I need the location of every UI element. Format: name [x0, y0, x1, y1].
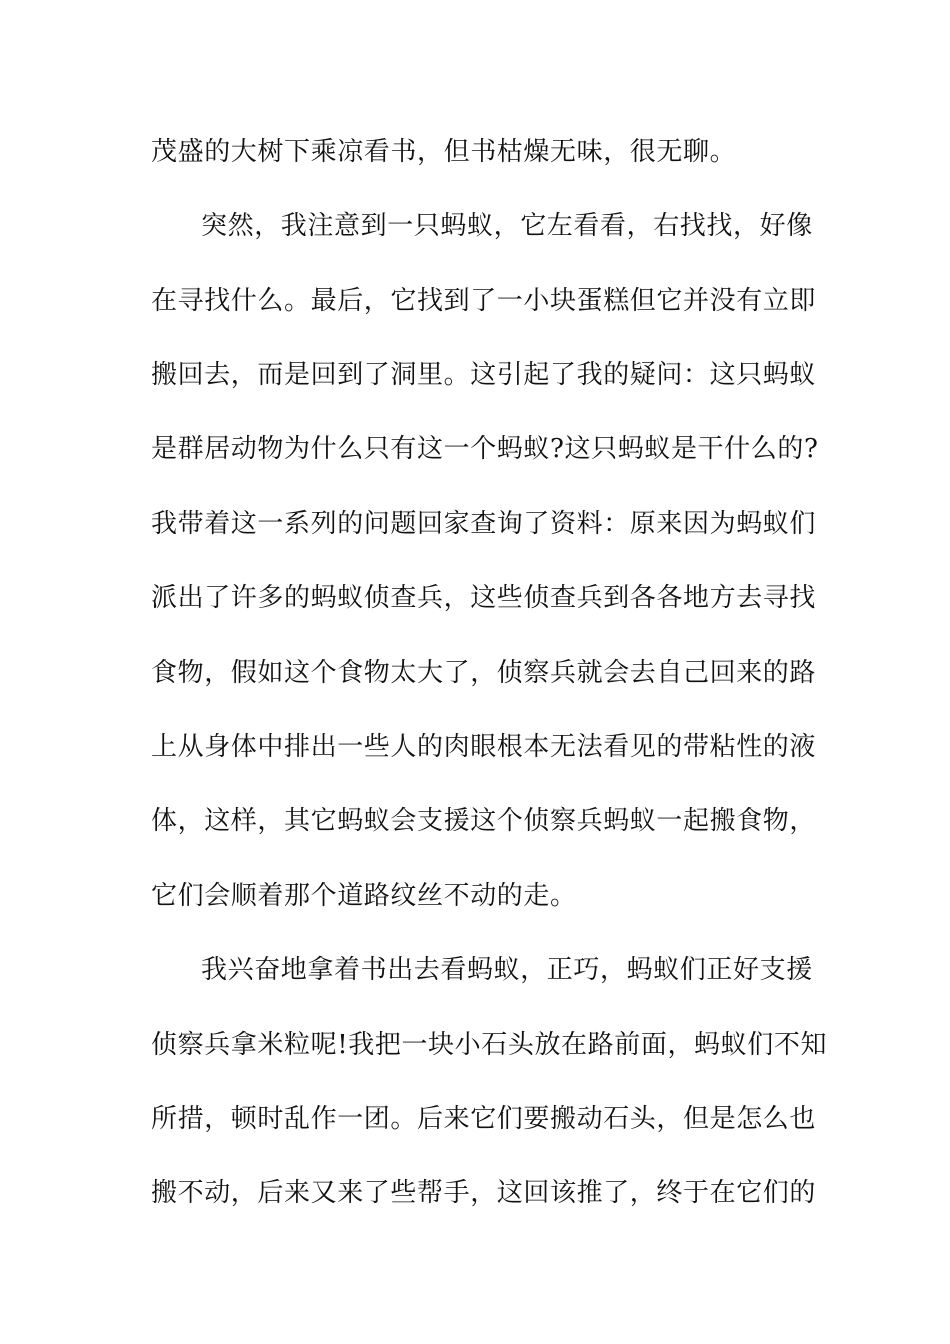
text-line-2: 突然，我注意到一只蚂蚁，它左看看，右找找，好像: [201, 211, 813, 241]
text-line-15: 搬不动，后来又来了些帮手，这回该推了，终于在它们的: [151, 1178, 817, 1208]
text-line-6: 我带着这一系列的问题回家查询了资料：原来因为蚂蚁们: [151, 509, 817, 539]
text-line-14: 所措，顿时乱作一团。后来它们要搬动石头，但是怎么也: [151, 1104, 817, 1134]
text-line-11: 它们会顺着那个道路纹丝不动的走。: [151, 881, 577, 911]
text-line-12: 我兴奋地拿着书出去看蚂蚁，正巧，蚂蚁们正好支援: [201, 955, 813, 985]
text-line-13: 侦察兵拿米粒呢!我把一块小石头放在路前面，蚂蚁们不知: [151, 1030, 828, 1060]
text-line-9: 上从身体中排出一些人的肉眼根本无法看见的带粘性的液: [151, 732, 817, 762]
text-line-4: 搬回去，而是回到了洞里。这引起了我的疑问：这只蚂蚁: [151, 360, 817, 390]
text-line-7: 派出了许多的蚂蚁侦查兵，这些侦查兵到各各地方去寻找: [151, 583, 817, 613]
text-line-8: 食物，假如这个食物太大了，侦察兵就会去自己回来的路: [151, 658, 817, 688]
text-line-3: 在寻找什么。最后，它找到了一小块蛋糕但它并没有立即: [151, 286, 817, 316]
text-line-1: 茂盛的大树下乘凉看书，但书枯燥无味，很无聊。: [151, 137, 737, 167]
text-line-10: 体，这样，其它蚂蚁会支援这个侦察兵蚂蚁一起搬食物，: [151, 806, 817, 836]
text-line-5: 是群居动物为什么只有这一个蚂蚁?这只蚂蚁是干什么的?: [151, 434, 819, 464]
